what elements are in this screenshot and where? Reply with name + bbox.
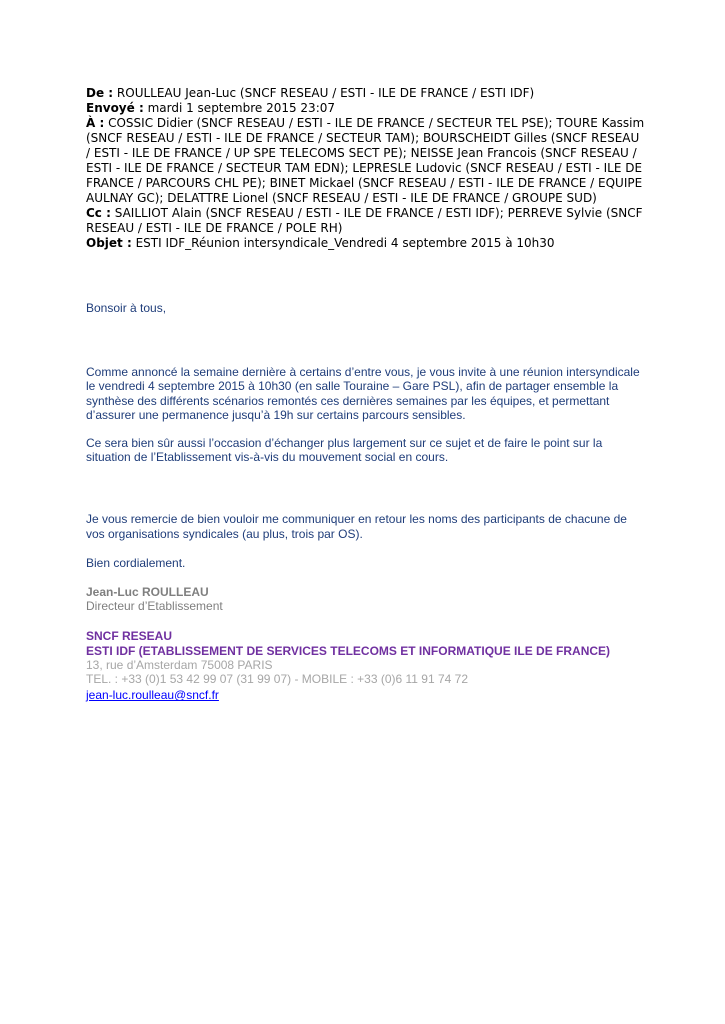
to-label: À :	[86, 116, 105, 130]
greeting: Bonsoir à tous,	[86, 301, 167, 315]
sent-value: mardi 1 septembre 2015 23:07	[147, 101, 336, 115]
to-value: COSSIC Didier (SNCF RESEAU / ESTI - ILE DE FRANCE / SECTEUR TEL PSE); TOURE Kassim (SNCF RESEAU / ESTI - ILE DE FRANCE / SECTEUR TAM); BOURSCHEIDT Gilles (SNCF RESEAU / ESTI - ILE DE FRANCE / UP SPE TELECOMS SECT PE); NEISSE Jean Francois (SNCF RESEAU / ESTI - ILE DE FRANCE / SECTEUR TAM EDN); LEPRESLE Ludovic (SNCF RESEAU / ESTI - ILE DE FRANCE / PARCOURS CHL PE); BINET Mickael (SNCF RESEAU / ESTI - ILE DE FRANCE / EQUIPE AULNAY GC); DELATTRE Lionel (SNCF RESEAU / ESTI - ILE DE FRANCE / GROUPE SUD)	[86, 116, 645, 205]
signature-title: Directeur d’Etablissement	[86, 599, 223, 614]
email-link[interactable]: jean-luc.roulleau@sncf.fr	[86, 688, 219, 703]
subject-line	[86, 236, 646, 251]
cc-label: Cc :	[86, 206, 111, 220]
organization-name: SNCF RESEAU	[86, 629, 173, 644]
from-line	[86, 86, 646, 101]
cc-value: SAILLIOT Alain (SNCF RESEAU / ESTI - ILE DE FRANCE / ESTI IDF); PERREVE Sylvie (SNCF RESEAU / ESTI - ILE DE FRANCE / POLE RH)	[86, 206, 643, 235]
subject-value: ESTI IDF_Réunion intersyndicale_Vendredi 4 septembre 2015 à 10h30	[135, 236, 555, 250]
signature-address: 13, rue d’Amsterdam 75008 PARIS	[86, 657, 273, 672]
sent-label: Envoyé :	[86, 101, 144, 115]
closing: Bien cordialement.	[86, 555, 186, 570]
paragraph-invitation: Comme annoncé la semaine dernière à certains d’entre vous, je vous invite à une réunion intersyndicale le vendredi 4 septembre 2015 à 10h30 (en salle Touraine – Gare PSL), afin de partager ensemble la synthèse des différents scénarios remontés ces dernières semaines par les équipes, et permettant d’assurer une permanence jusqu’à 19h sur certains parcours sensibles.	[86, 365, 640, 422]
paragraph-request: Je vous remercie de bien vouloir me communiquer en retour les noms des participants de chacune de vos organisations syndicales (au plus, trois par OS).	[86, 512, 627, 541]
organization-department: ESTI IDF (ETABLISSEMENT DE SERVICES TELECOMS ET INFORMATIQUE ILE DE FRANCE)	[86, 643, 611, 658]
paragraph-situation: Ce sera bien sûr aussi l’occasion d’échanger plus largement sur ce sujet et de faire le point sur la situation de l’Etablissement vis-à-vis du mouvement social en cours.	[86, 436, 603, 465]
signature-phone: TEL. : +33 (0)1 53 42 99 07 (31 99 07) - MOBILE : +33 (0)6 11 91 74 72	[86, 672, 469, 687]
email-header	[86, 86, 646, 251]
signature-block	[86, 585, 646, 704]
cc-line	[86, 206, 646, 236]
from-value: ROULLEAU Jean-Luc (SNCF RESEAU / ESTI - ILE DE FRANCE / ESTI IDF)	[116, 86, 535, 100]
signature-name: Jean-Luc ROULLEAU	[86, 585, 209, 600]
from-label: De :	[86, 86, 114, 100]
email-document	[86, 86, 646, 704]
sent-line	[86, 101, 646, 116]
to-line	[86, 116, 646, 206]
organization-block	[86, 629, 646, 657]
subject-label: Objet :	[86, 236, 132, 250]
